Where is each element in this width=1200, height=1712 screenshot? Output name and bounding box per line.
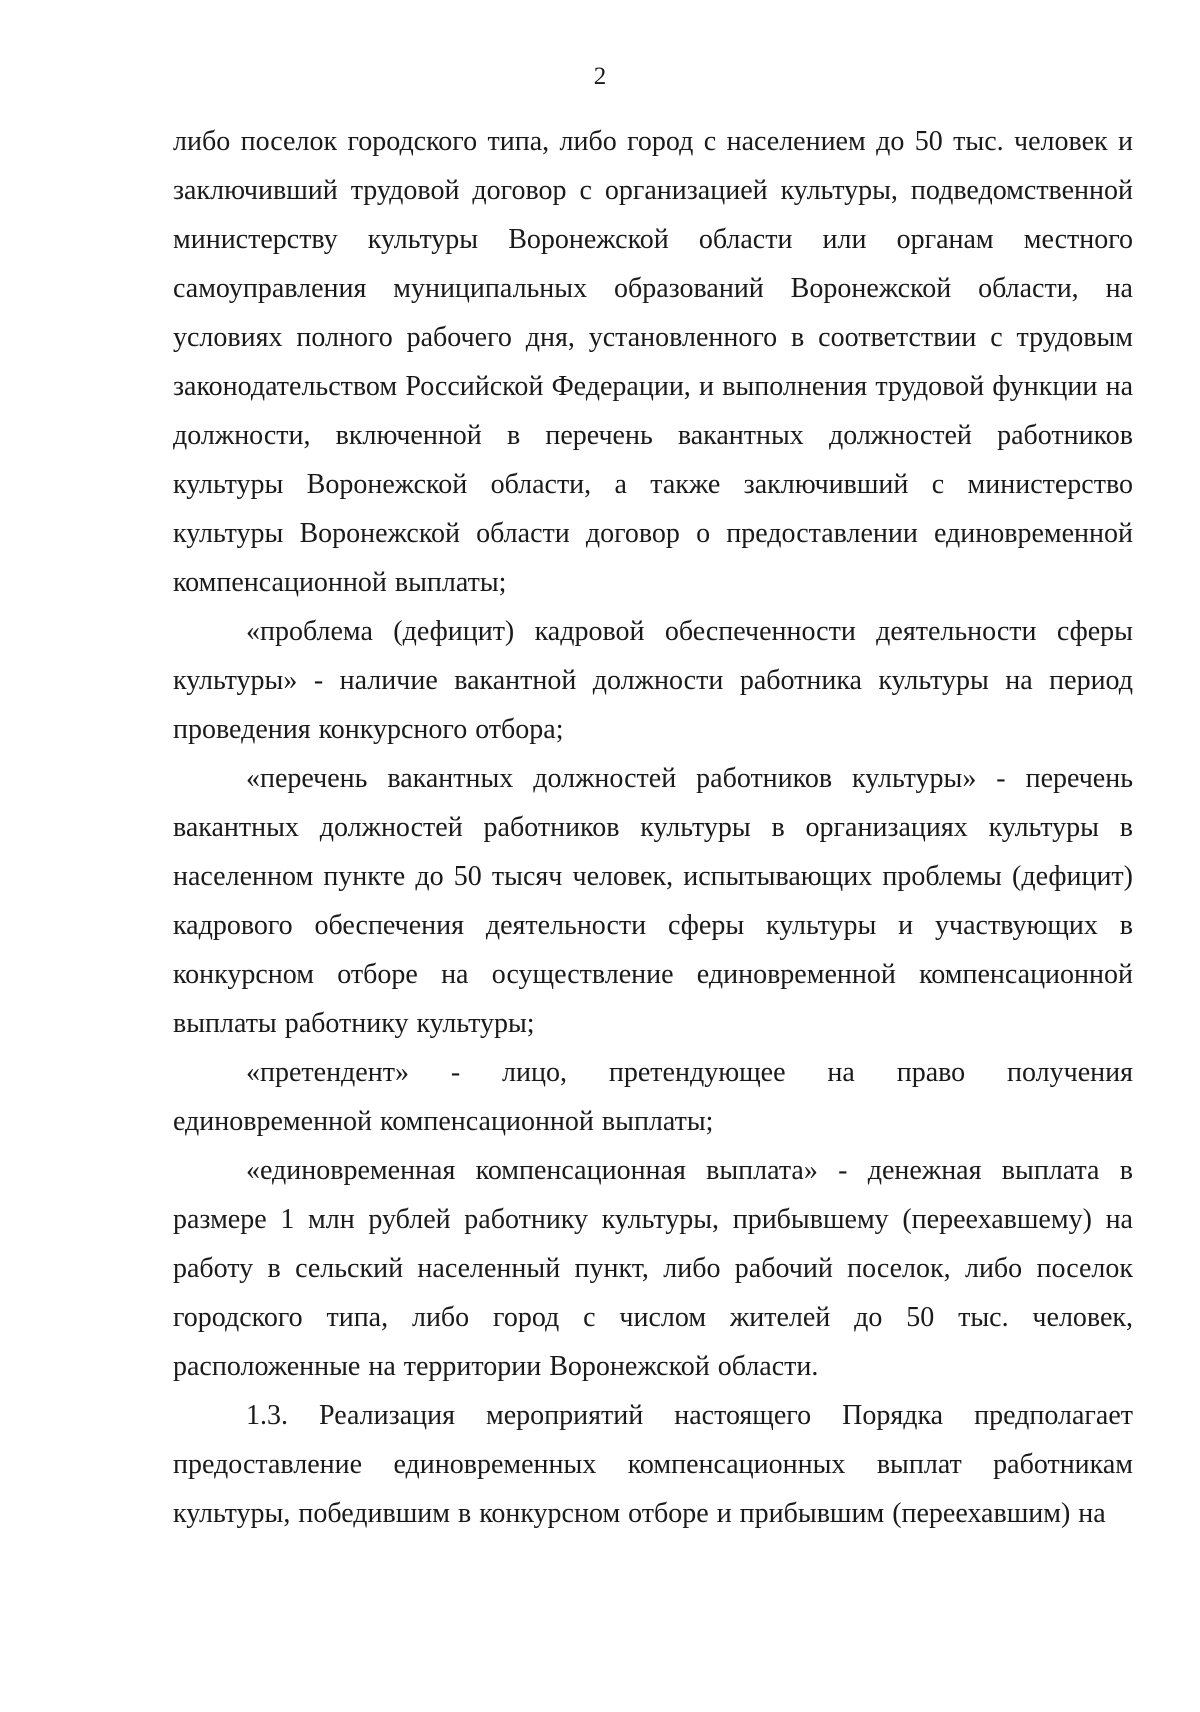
- paragraph-definition-vacancy-list: «перечень вакантных должностей работников культуры» - перечень вакантных должностей работников культуры в организациях культуры в населенном пункте до 50 тысяч человек, испытывающих проблемы (дефицит) кадрового обеспечения деятельности сферы культуры и участвующих в конкурсном отборе на осуществление единовременной компенсационной выплаты работнику культуры;: [173, 763, 1133, 1039]
- paragraph-clause-1-3: 1.3. Реализация мероприятий настоящего Порядка предполагает предоставление единовременных компенсационных выплат работникам культуры, победившим в конкурсном отборе и прибывшим (переехавшим) на: [173, 1400, 1133, 1529]
- document-body: [173, 117, 1133, 1538]
- paragraph-definition-deficit: «проблема (дефицит) кадровой обеспеченности деятельности сферы культуры» - наличие вакантной должности работника культуры на период проведения конкурсного отбора;: [173, 616, 1133, 745]
- page-number: 2: [593, 63, 607, 90]
- paragraph-continuation: либо поселок городского типа, либо город с населением до 50 тыс. человек и заключивший трудовой договор с организацией культуры, подведомственной министерству культуры Воронежской области или органам местного самоуправления муниципальных образований Воронежской области, на условиях полного рабочего дня, установленного в соответствии с трудовым законодательством Российской Федерации, и выполнения трудовой функции на должности, включенной в перечень вакантных должностей работников культуры Воронежской области, а также заключивший с министерство культуры Воронежской области договор о предоставлении единовременной компенсационной выплаты;: [173, 126, 1133, 598]
- paragraph-definition-payment: «единовременная компенсационная выплата» - денежная выплата в размере 1 млн рублей работнику культуры, прибывшему (переехавшему) на работу в сельский населенный пункт, либо рабочий поселок, либо поселок городского типа, либо город с числом жителей до 50 тыс. человек, расположенные на территории Воронежской области.: [173, 1155, 1133, 1382]
- paragraph-definition-applicant: «претендент» - лицо, претендующее на право получения единовременной компенсационной выплаты;: [173, 1057, 1133, 1137]
